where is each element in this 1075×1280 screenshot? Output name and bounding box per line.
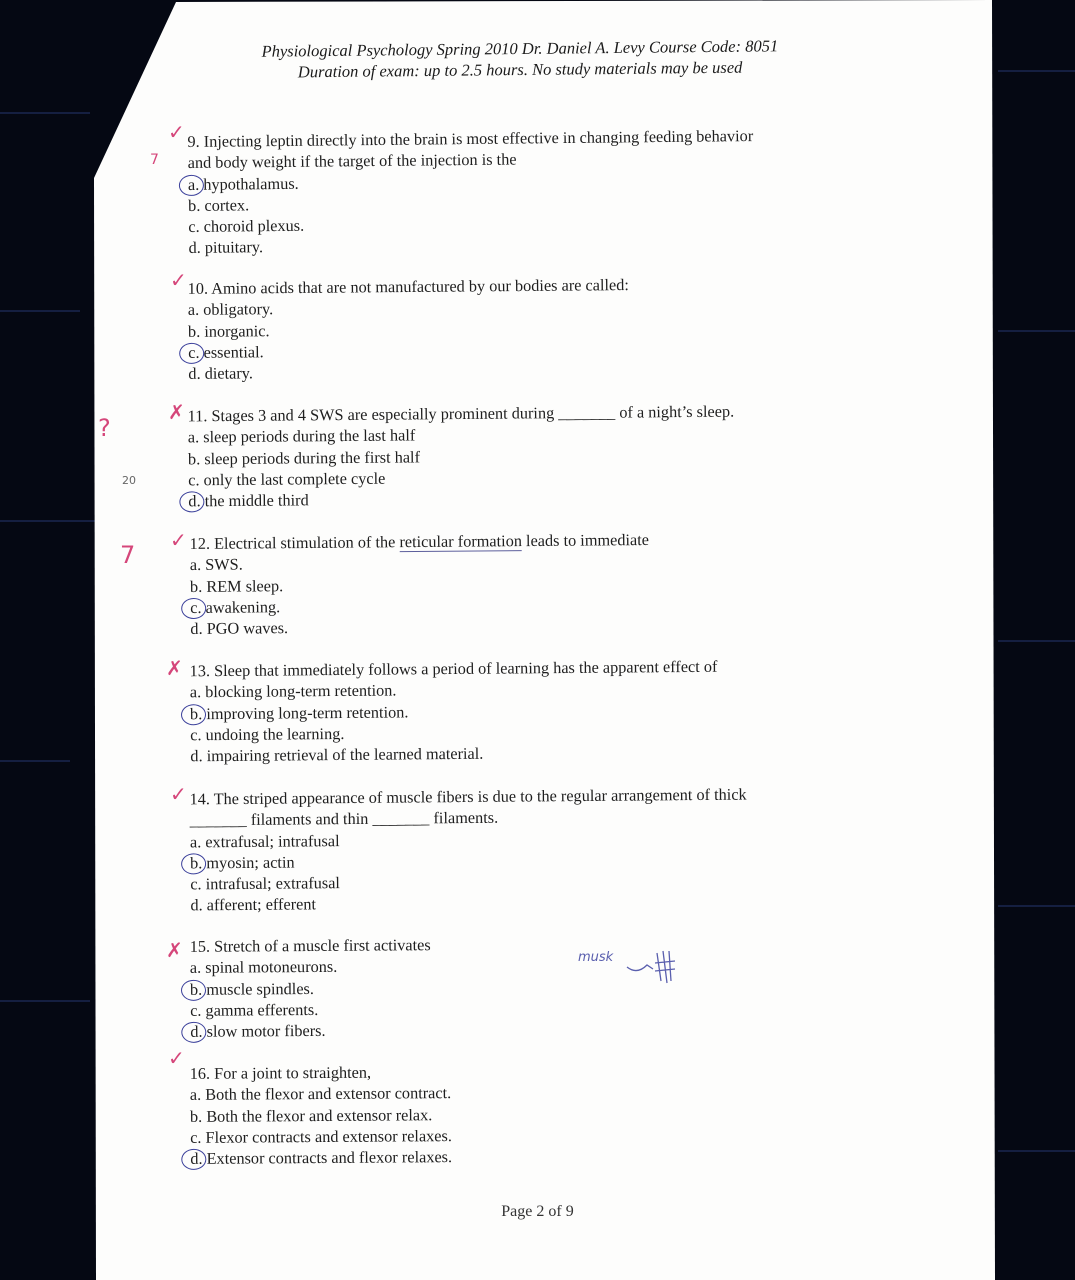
question-11-option-c: c. only the last complete cycle — [188, 468, 386, 490]
question-9-stem-2: and body weight if the target of the injection is the — [187, 149, 517, 173]
pencil-note-11: 20 — [122, 474, 136, 487]
question-13-stem: 13. Sleep that immediately follows a period of learning has the apparent effect of — [189, 656, 718, 681]
question-15-stem: 15. Stretch of a muscle first activates — [189, 935, 431, 956]
question-11-option-b: b. sleep periods during the first half — [187, 446, 421, 468]
question-13-option-b: b. improving long-term retention. — [190, 698, 718, 724]
question-15-option-c: c. gamma efferents. — [190, 999, 319, 1020]
question-12-option-a: a. SWS. — [189, 554, 243, 575]
answer-circle — [179, 174, 204, 195]
question-15-option-d: d. slow motor fibers. — [190, 1019, 431, 1042]
question-16-stem: 16. For a joint to straighten, — [189, 1062, 372, 1083]
question-16 — [190, 1061, 453, 1169]
grade-cross-15: ✗ — [166, 938, 183, 962]
question-16-option-d: d. Extensor contracts and flexor relaxes. — [190, 1146, 452, 1169]
question-16-option-a: a. Both the flexor and extensor contract. — [189, 1083, 452, 1105]
question-11-option-a: a. sleep periods during the last half — [187, 425, 416, 447]
question-10-option-b: b. inorganic. — [187, 320, 270, 341]
question-12 — [190, 529, 650, 639]
question-15-option-b: b. muscle spindles. — [190, 977, 431, 1000]
question-16-option-c: c. Flexor contracts and extensor relaxes. — [190, 1125, 452, 1147]
grade-cross-13: ✗ — [166, 656, 183, 680]
margin-question-mark-11: ? — [98, 414, 111, 442]
question-13 — [190, 656, 719, 767]
grade-check-16: ✓ — [168, 1046, 185, 1070]
question-10-option-d: d. dietary. — [188, 363, 253, 384]
question-9-option-c: c. choroid plexus. — [188, 215, 305, 237]
question-14-stem-2: _______ filaments and thin _______ filaments. — [189, 808, 499, 830]
answer-circle — [179, 343, 204, 364]
margin-note-15: musk — [578, 950, 614, 965]
question-12-option-b: b. REM sleep. — [189, 575, 284, 596]
answer-circle — [181, 598, 206, 619]
question-10 — [188, 274, 630, 384]
question-14-stem-1: 14. The striped appearance of muscle fibers is due to the regular arrangement of thick — [189, 784, 747, 809]
question-15-option-a: a. spinal motoneurons. — [189, 957, 338, 978]
question-9 — [187, 125, 754, 259]
question-15 — [190, 934, 432, 1042]
question-16-option-b: b. Both the flexor and extensor relax. — [189, 1104, 433, 1126]
question-14-option-a: a. extrafusal; intrafusal — [189, 830, 340, 852]
grade-cross-11: ✗ — [168, 400, 185, 424]
page-number: Page 2 of 9 — [501, 1203, 574, 1220]
answer-circle — [181, 979, 206, 1000]
grade-check-12: ✓ — [170, 528, 187, 552]
header-line-2: Duration of exam: up to 2.5 hours. No study materials may be used — [297, 57, 743, 82]
question-11-option-d: d. the middle third — [188, 486, 735, 512]
question-12-option-d: d. PGO waves. — [190, 618, 289, 639]
margin-note-12: 7 — [120, 541, 136, 569]
header-line-1: Physiological Psychology Spring 2010 Dr. Daniel A. Levy Course Code: 8051 — [261, 36, 779, 61]
question-13-option-a: a. blocking long-term retention. — [189, 680, 397, 702]
underlined-term: reticular formation — [399, 531, 523, 552]
question-14-option-b: b. myosin; actin — [190, 847, 747, 873]
question-11-stem: 11. Stages 3 and 4 SWS are especially prominent during _______ of a night’s sleep. — [187, 401, 735, 426]
question-12-option-c: c. awakening. — [190, 593, 650, 618]
question-10-option-c: c. essential. — [188, 338, 629, 363]
question-10-stem: 10. Amino acids that are not manufactured by our bodies are called: — [187, 275, 629, 298]
question-11 — [188, 401, 735, 512]
grade-check-10: ✓ — [170, 268, 187, 292]
question-9-option-b: b. cortex. — [188, 195, 250, 215]
question-9-option-a: a. hypothalamus. — [188, 168, 754, 195]
pen-scribble — [625, 945, 685, 985]
answer-circle — [181, 853, 206, 874]
question-13-option-c: c. undoing the learning. — [190, 723, 345, 745]
question-14-option-d: d. afferent; efferent — [190, 894, 317, 915]
grade-check-9: ✓ — [168, 120, 185, 144]
question-10-option-a: a. obligatory. — [187, 299, 274, 320]
question-14-option-c: c. intrafusal; extrafusal — [190, 873, 341, 894]
answer-circle — [181, 704, 206, 725]
grade-check-14: ✓ — [170, 782, 187, 806]
question-14 — [189, 784, 747, 917]
question-12-stem: 12. Electrical stimulation of the reticular formation leads to immediate — [189, 529, 650, 554]
margin-note-9: 7 — [150, 152, 159, 168]
question-9-option-d: d. pituitary. — [188, 237, 264, 258]
exam-header — [200, 35, 840, 84]
question-13-option-d: d. impairing retrieval of the learned material. — [190, 743, 484, 766]
question-9-stem-1: 9. Injecting leptin directly into the brain is most effective in changing feeding behavior — [187, 126, 754, 151]
